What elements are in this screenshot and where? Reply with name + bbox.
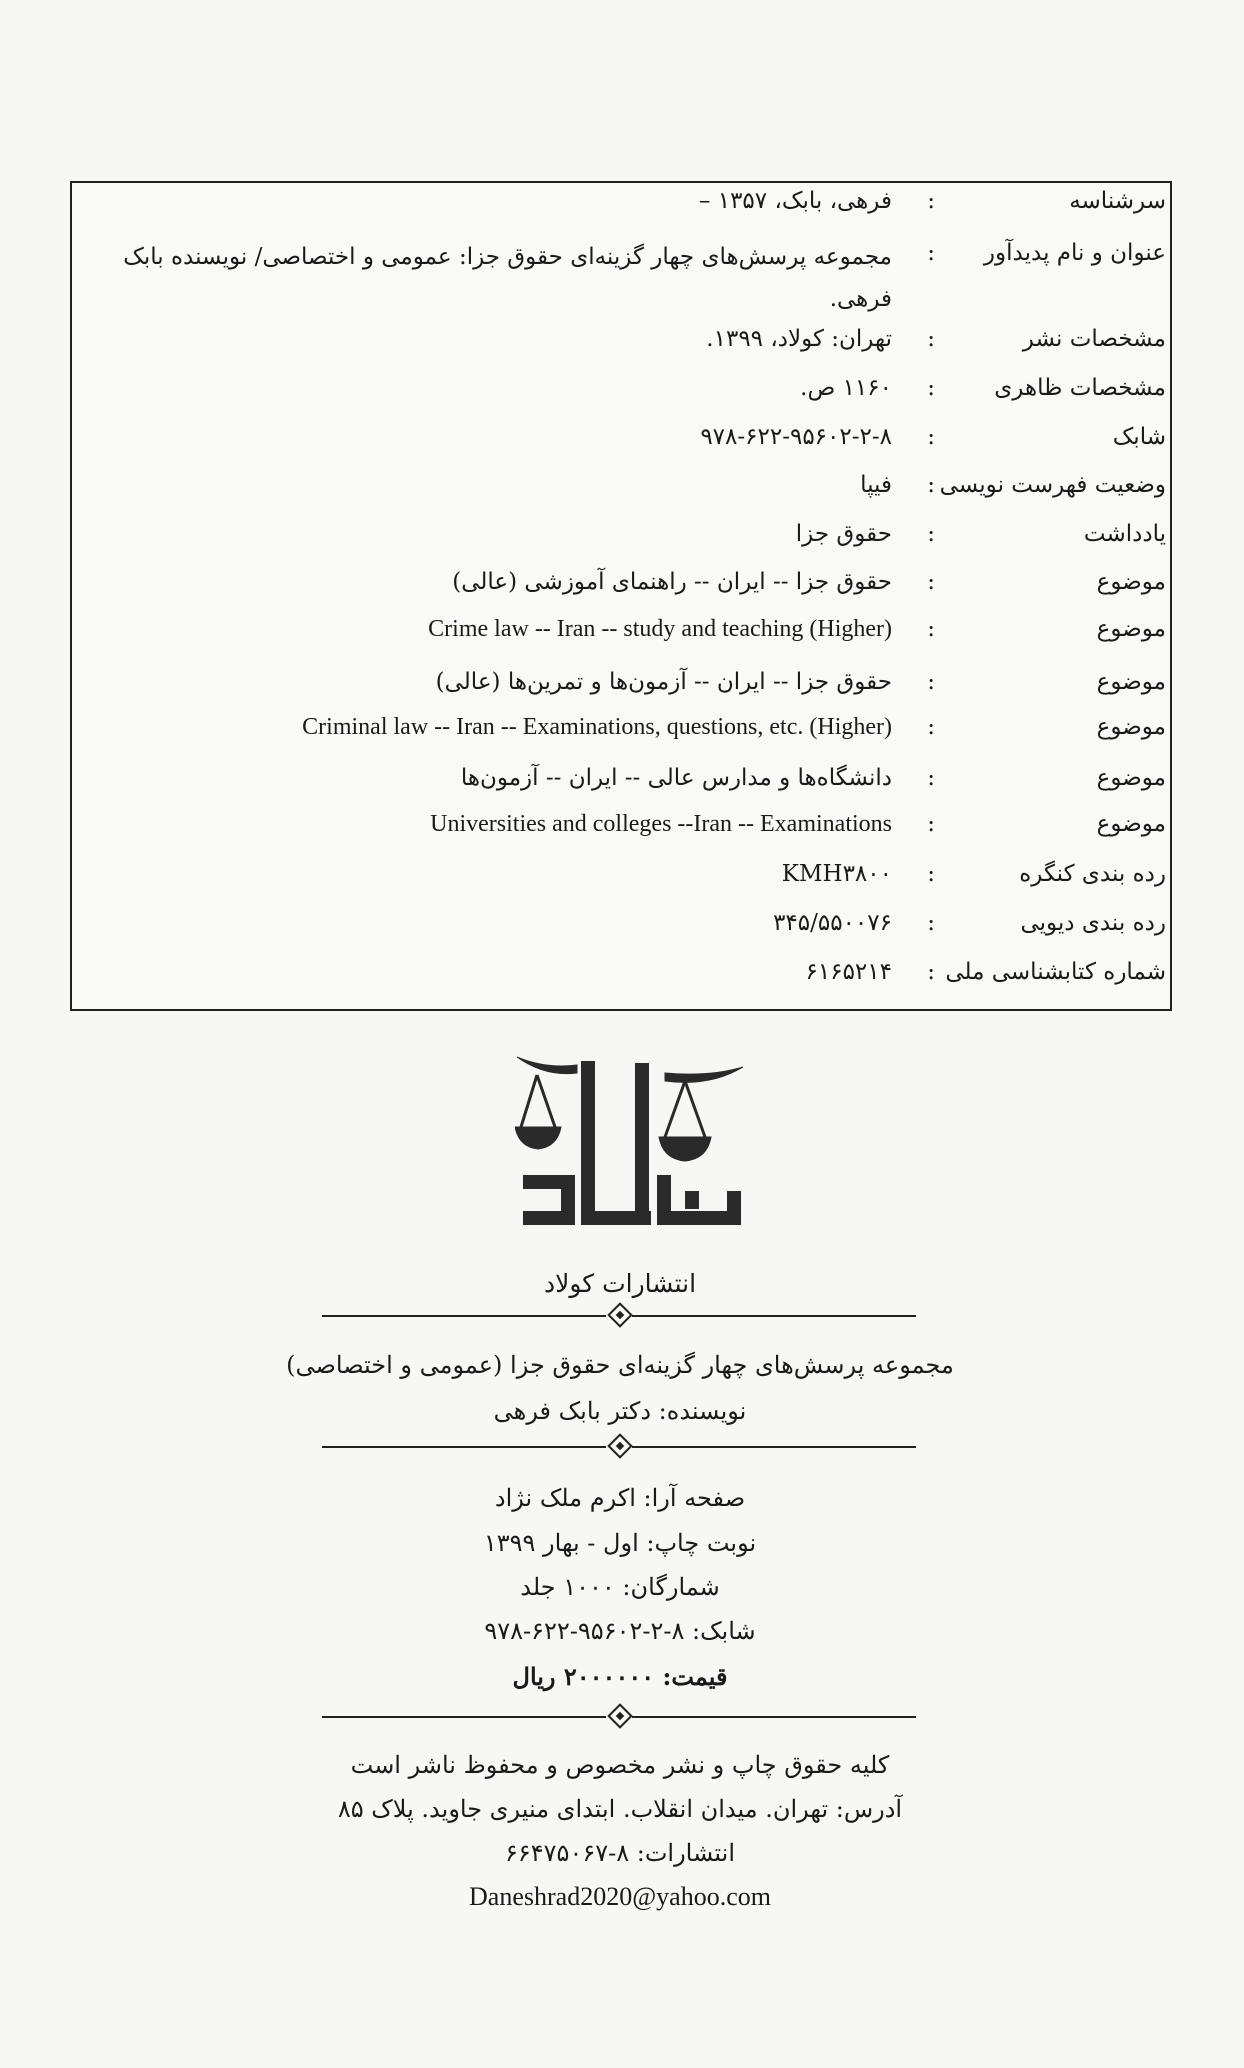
- cip-colon: :: [927, 326, 935, 352]
- cip-value: فیپا: [860, 472, 892, 498]
- cip-value: ۳۴۵/۵۵۰۰۷۶: [773, 910, 892, 936]
- cip-value: ۶۱۶۵۲۱۴: [805, 959, 892, 985]
- cip-value: دانشگاه‌ها و مدارس عالی -- ایران -- آزمون‌ها: [460, 765, 892, 791]
- cip-label: موضوع: [1096, 765, 1166, 791]
- edition-line: نوبت چاپ: اول - بهار ۱۳۹۹: [483, 1529, 757, 1557]
- copyright-notice: کلیه حقوق چاپ و نشر مخصوص و محفوظ ناشر است: [350, 1751, 890, 1779]
- cip-value: حقوق جزا -- ایران -- آزمون‌ها و تمرین‌ها (عالی): [435, 669, 892, 695]
- layout-credit: صفحه آرا: اکرم ملک نژاد: [494, 1484, 746, 1512]
- cip-label: موضوع: [1096, 669, 1166, 695]
- book-title: مجموعه پرسش‌های چهار گزینه‌ای حقوق جزا (عمومی و اختصاصی): [286, 1351, 954, 1379]
- cip-value: حقوق جزا -- ایران -- راهنمای آموزشی (عالی): [452, 569, 892, 595]
- cip-value: Universities and colleges --Iran -- Examinations: [430, 811, 892, 837]
- cip-colon: :: [927, 669, 935, 695]
- cip-label: موضوع: [1096, 811, 1166, 837]
- cip-colon: :: [927, 188, 935, 214]
- cip-colon: :: [927, 375, 935, 401]
- cip-label: موضوع: [1096, 569, 1166, 595]
- price-line: قیمت: ۲۰۰۰۰۰۰ ریال: [512, 1662, 728, 1691]
- publisher-address: آدرس: تهران. میدان انقلاب. ابتدای منیری جاوید. پلاک ۸۵: [337, 1795, 903, 1823]
- cip-colon: :: [927, 521, 935, 547]
- cip-value: ۹۷۸-۶۲۲-۹۵۶۰۲-۲-۸: [700, 424, 892, 450]
- diamond-ornament-icon: [607, 1302, 632, 1327]
- print-run: شمارگان: ۱۰۰۰ جلد: [520, 1573, 720, 1601]
- ornamental-divider: [322, 1305, 922, 1327]
- cip-colon: :: [927, 959, 935, 985]
- cip-colon: :: [927, 424, 935, 450]
- cip-value: KMH۳۸۰۰: [781, 861, 892, 887]
- cip-label: مشخصات ظاهری: [994, 375, 1166, 401]
- cip-colon: :: [927, 569, 935, 595]
- cip-colon: :: [927, 910, 935, 936]
- diamond-ornament-icon: [607, 1433, 632, 1458]
- publisher-email: Daneshrad2020@yahoo.com: [469, 1882, 771, 1911]
- cip-label: یادداشت: [1083, 521, 1166, 547]
- diamond-ornament-icon: [607, 1703, 632, 1728]
- cip-label: رده بندی کنگره: [1019, 861, 1166, 887]
- cip-value: حقوق جزا: [795, 521, 892, 547]
- cip-label: شماره کتابشناسی ملی: [945, 959, 1166, 985]
- cip-label: مشخصات نشر: [1022, 326, 1166, 352]
- cip-label: موضوع: [1096, 714, 1166, 740]
- cip-colon: :: [927, 811, 935, 837]
- cip-value: Criminal law -- Iran -- Examinations, questions, etc. (Higher): [302, 714, 892, 740]
- cip-value: تهران: کولاد، ۱۳۹۹.: [706, 326, 892, 352]
- cip-colon: :: [927, 765, 935, 791]
- publisher-phone: انتشارات: ۸-۶۶۴۷۵۰۶۷: [504, 1839, 735, 1867]
- cip-value: Crime law -- Iran -- study and teaching (Higher): [428, 616, 892, 642]
- cip-value: فرهی، بابک، ۱۳۵۷ –: [698, 188, 892, 214]
- cip-label: وضعیت فهرست نویسی: [939, 472, 1166, 498]
- cip-label: شابک: [1112, 424, 1166, 450]
- isbn-line: شابک: ۸-۲-۹۵۶۰۲-۶۲۲-۹۷۸: [484, 1617, 756, 1645]
- cip-colon: :: [927, 240, 935, 266]
- cip-value: ۱۱۶۰ ص.: [800, 375, 892, 401]
- cip-label: عنوان و نام پدیدآور: [983, 240, 1166, 266]
- scales-of-justice-logo: [515, 1055, 745, 1240]
- publisher-name: انتشارات کولاد: [543, 1269, 697, 1298]
- ornamental-divider: [322, 1436, 922, 1458]
- cip-colon: :: [927, 472, 935, 498]
- ornamental-divider: [322, 1706, 922, 1728]
- cataloging-in-publication-box: [70, 181, 1172, 1011]
- author-line: نویسنده: دکتر بابک فرهی: [493, 1397, 747, 1425]
- cip-colon: :: [927, 616, 935, 642]
- cip-colon: :: [927, 714, 935, 740]
- cip-label: رده بندی دیویی: [1020, 910, 1166, 936]
- cip-value: مجموعه پرسش‌های چهار گزینه‌ای حقوق جزا: عمومی و اختصاصی/ نویسنده بابک فرهی.: [123, 244, 892, 312]
- cip-label: سرشناسه: [1069, 188, 1166, 214]
- cip-colon: :: [927, 861, 935, 887]
- cip-label: موضوع: [1096, 616, 1166, 642]
